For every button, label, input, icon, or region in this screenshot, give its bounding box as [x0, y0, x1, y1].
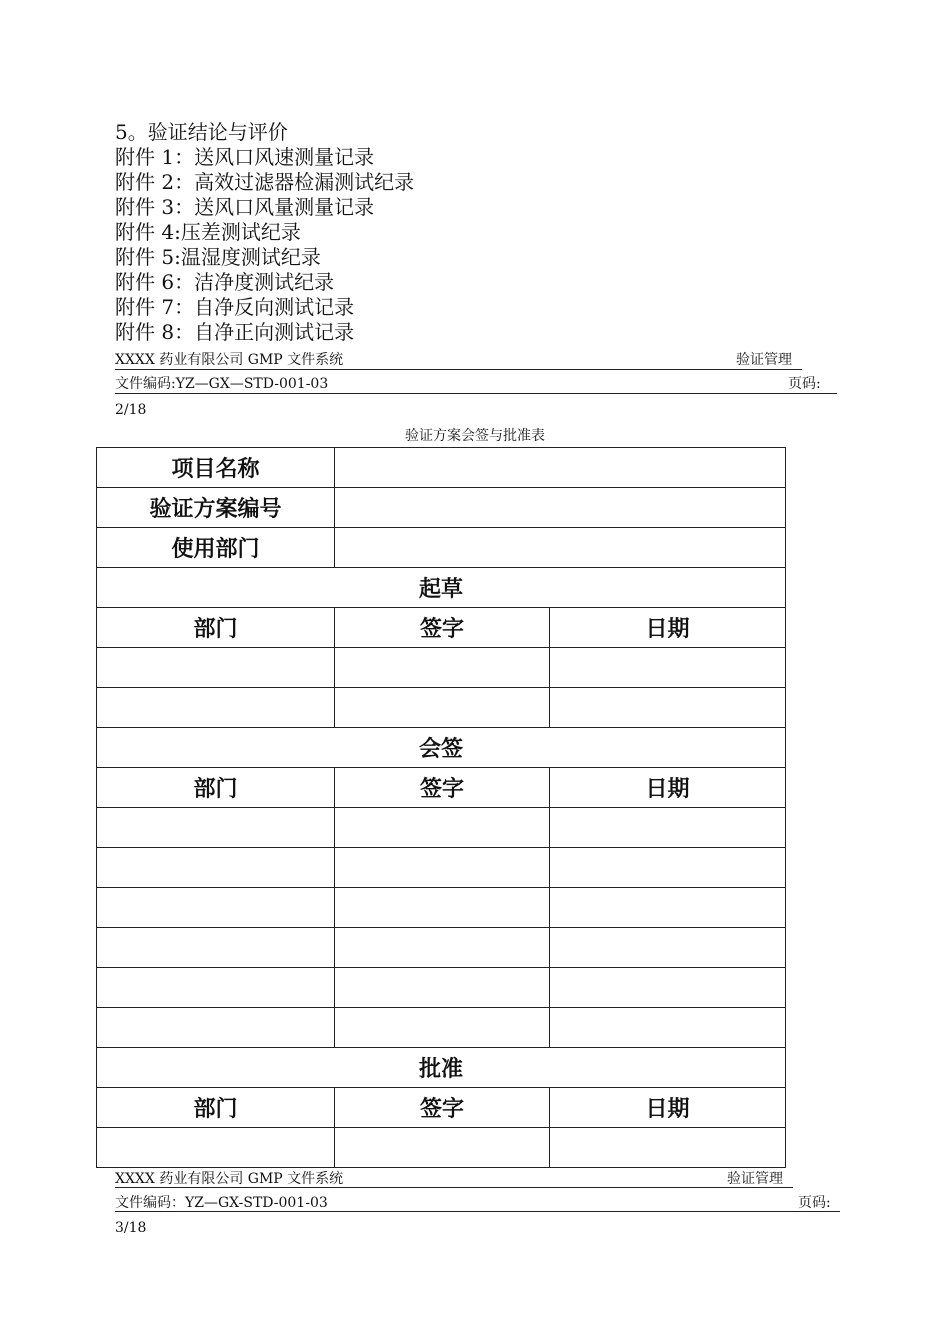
- header-page-label: 页码:: [788, 376, 821, 392]
- date-cell[interactable]: [550, 808, 786, 848]
- plan-number-label: 验证方案编号: [97, 488, 335, 528]
- department-cell[interactable]: [97, 928, 335, 968]
- project-name-label: 项目名称: [97, 448, 335, 488]
- signature-cell[interactable]: [335, 968, 550, 1008]
- column-header-department: 部门: [97, 1088, 335, 1128]
- approve-section-heading: 批准: [97, 1048, 786, 1088]
- draft-section-heading: 起草: [97, 568, 786, 608]
- department-cell[interactable]: [97, 688, 335, 728]
- column-header-signature: 签字: [335, 1088, 550, 1128]
- toc-item: 附件 1：送风口风速测量记录: [115, 145, 375, 169]
- table-row: [97, 488, 786, 528]
- header-category: 验证管理: [736, 352, 792, 368]
- toc-item: 附件 8：自净正向测试记录: [115, 320, 355, 344]
- signature-cell[interactable]: [335, 688, 550, 728]
- column-header-signature: 签字: [335, 608, 550, 648]
- approval-form-table: [96, 447, 786, 1168]
- department-used-field[interactable]: [335, 528, 786, 568]
- date-cell[interactable]: [550, 848, 786, 888]
- attachment-list: [115, 120, 414, 345]
- table-row: [97, 928, 786, 968]
- signature-cell[interactable]: [335, 808, 550, 848]
- signature-cell[interactable]: [335, 848, 550, 888]
- column-header-department: 部门: [97, 608, 335, 648]
- signature-cell[interactable]: [335, 1128, 550, 1168]
- header-divider: [115, 369, 802, 370]
- column-header-date: 日期: [550, 608, 786, 648]
- table-row: [97, 968, 786, 1008]
- header-file-code: 文件编码：YZ—GX-STD-001-03: [115, 1195, 328, 1211]
- table-row: [97, 1088, 786, 1128]
- table-row: [97, 1048, 786, 1088]
- signature-cell[interactable]: [335, 928, 550, 968]
- department-cell[interactable]: [97, 1008, 335, 1048]
- date-cell[interactable]: [550, 928, 786, 968]
- toc-item: 附件 6：洁净度测试纪录: [115, 270, 335, 294]
- column-header-department: 部门: [97, 768, 335, 808]
- table-row: [97, 648, 786, 688]
- department-cell[interactable]: [97, 968, 335, 1008]
- table-row: [97, 1008, 786, 1048]
- countersign-section-heading: 会签: [97, 728, 786, 768]
- project-name-field[interactable]: [335, 448, 786, 488]
- date-cell[interactable]: [550, 1008, 786, 1048]
- header-company: XXXX 药业有限公司 GMP 文件系统: [115, 1171, 344, 1187]
- header-page-number: 3/18: [115, 1220, 147, 1236]
- header-page-label: 页码:: [798, 1195, 831, 1211]
- table-caption: 验证方案会签与批准表: [405, 428, 545, 444]
- table-row: [97, 568, 786, 608]
- table-row: [97, 448, 786, 488]
- header-company: XXXX 药业有限公司 GMP 文件系统: [115, 352, 344, 368]
- date-cell[interactable]: [550, 688, 786, 728]
- department-used-label: 使用部门: [97, 528, 335, 568]
- column-header-date: 日期: [550, 1088, 786, 1128]
- department-cell[interactable]: [97, 808, 335, 848]
- table-row: [97, 768, 786, 808]
- table-row: [97, 528, 786, 568]
- header-category: 验证管理: [727, 1171, 783, 1187]
- date-cell[interactable]: [550, 648, 786, 688]
- toc-item: 附件 7：自净反向测试记录: [115, 295, 355, 319]
- date-cell[interactable]: [550, 968, 786, 1008]
- table-row: [97, 688, 786, 728]
- signature-cell[interactable]: [335, 648, 550, 688]
- toc-item: 附件 3：送风口风量测量记录: [115, 195, 375, 219]
- header-divider: [115, 1187, 793, 1188]
- department-cell[interactable]: [97, 888, 335, 928]
- department-cell[interactable]: [97, 648, 335, 688]
- table-row: [97, 728, 786, 768]
- table-row: [97, 1128, 786, 1168]
- header-divider: [115, 1211, 840, 1212]
- table-row: [97, 888, 786, 928]
- signature-cell[interactable]: [335, 1008, 550, 1048]
- toc-item: 附件 5:温湿度测试纪录: [115, 245, 321, 269]
- header-page-number: 2/18: [115, 402, 147, 418]
- toc-item: 附件 2：高效过滤器检漏测试纪录: [115, 170, 415, 194]
- plan-number-field[interactable]: [335, 488, 786, 528]
- column-header-signature: 签字: [335, 768, 550, 808]
- toc-item: 附件 4:压差测试纪录: [115, 220, 301, 244]
- date-cell[interactable]: [550, 1128, 786, 1168]
- toc-item: 5。验证结论与评价: [115, 120, 288, 144]
- header-file-code: 文件编码:YZ—GX—STD-001-03: [115, 376, 329, 392]
- department-cell[interactable]: [97, 1128, 335, 1168]
- table-row: [97, 608, 786, 648]
- table-row: [97, 848, 786, 888]
- department-cell[interactable]: [97, 848, 335, 888]
- table-row: [97, 808, 786, 848]
- signature-cell[interactable]: [335, 888, 550, 928]
- column-header-date: 日期: [550, 768, 786, 808]
- date-cell[interactable]: [550, 888, 786, 928]
- header-divider: [115, 393, 837, 394]
